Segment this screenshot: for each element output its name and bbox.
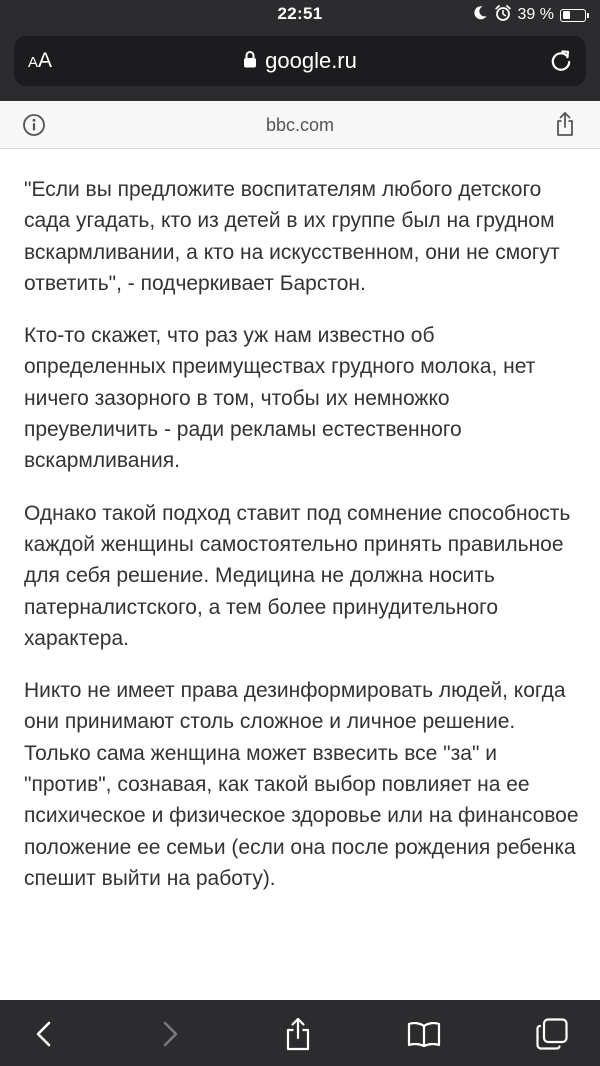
back-icon[interactable] (24, 1014, 64, 1054)
share-icon[interactable] (278, 1014, 318, 1054)
moon-icon (472, 5, 488, 26)
forward-icon[interactable] (150, 1014, 190, 1054)
bookmarks-icon[interactable] (404, 1014, 444, 1054)
article-paragraph: Никто не имеет права дезинформировать людей, когда они принимают столь сложное и личное решение. Только сама женщина может взвесить все "за" и "против", сознавая, как такой выбор повлияет на ее психическое и физическое здоровье или на финансовое положение ее семьи (если она после рождения ребенка спешит выйти на работу). (24, 679, 579, 890)
tabs-icon[interactable] (532, 1014, 572, 1054)
share-icon[interactable] (554, 111, 576, 142)
battery-level (563, 11, 571, 19)
text-size-small-glyph: A (28, 54, 39, 71)
site-info-bar (0, 101, 600, 149)
reload-icon[interactable] (548, 48, 574, 79)
battery-icon (560, 9, 586, 22)
address-bar[interactable] (14, 36, 586, 86)
article-paragraph: "Если вы предложите воспитателям любого детского сада угадать, кто из детей в их группе был на грудном вскармливании, а кто на искусственном, они не смогут ответить", - подчеркивает Барстон. (24, 178, 560, 295)
text-size-large-glyph: A (38, 49, 53, 72)
status-bar (0, 0, 600, 30)
lock-icon (243, 50, 257, 73)
status-indicators (472, 4, 586, 26)
battery-percent: 39 % (517, 6, 554, 23)
status-time: 22:51 (277, 4, 323, 23)
alarm-icon (494, 4, 512, 27)
browser-top-chrome (0, 0, 600, 101)
article-body (24, 174, 580, 915)
article-paragraph: Кто-то скажет, что раз уж нам известно об определенных преимуществах грудного молока, нет ничего зазорного в том, чтобы их немножко преувеличить - ради рекламы естественного вскармливания. (24, 324, 536, 473)
address-field[interactable] (14, 48, 586, 74)
address-text: google.ru (265, 48, 357, 73)
browser-toolbar (0, 1000, 600, 1066)
site-host: bbc.com (265, 115, 335, 135)
battery-tip (587, 13, 589, 18)
article-paragraph: Однако такой подход ставит под сомнение способность каждой женщины самостоятельно принять правильное для себя решение. Медицина не должна носить патерналистского, а тем более принудительного характера. (24, 501, 571, 650)
